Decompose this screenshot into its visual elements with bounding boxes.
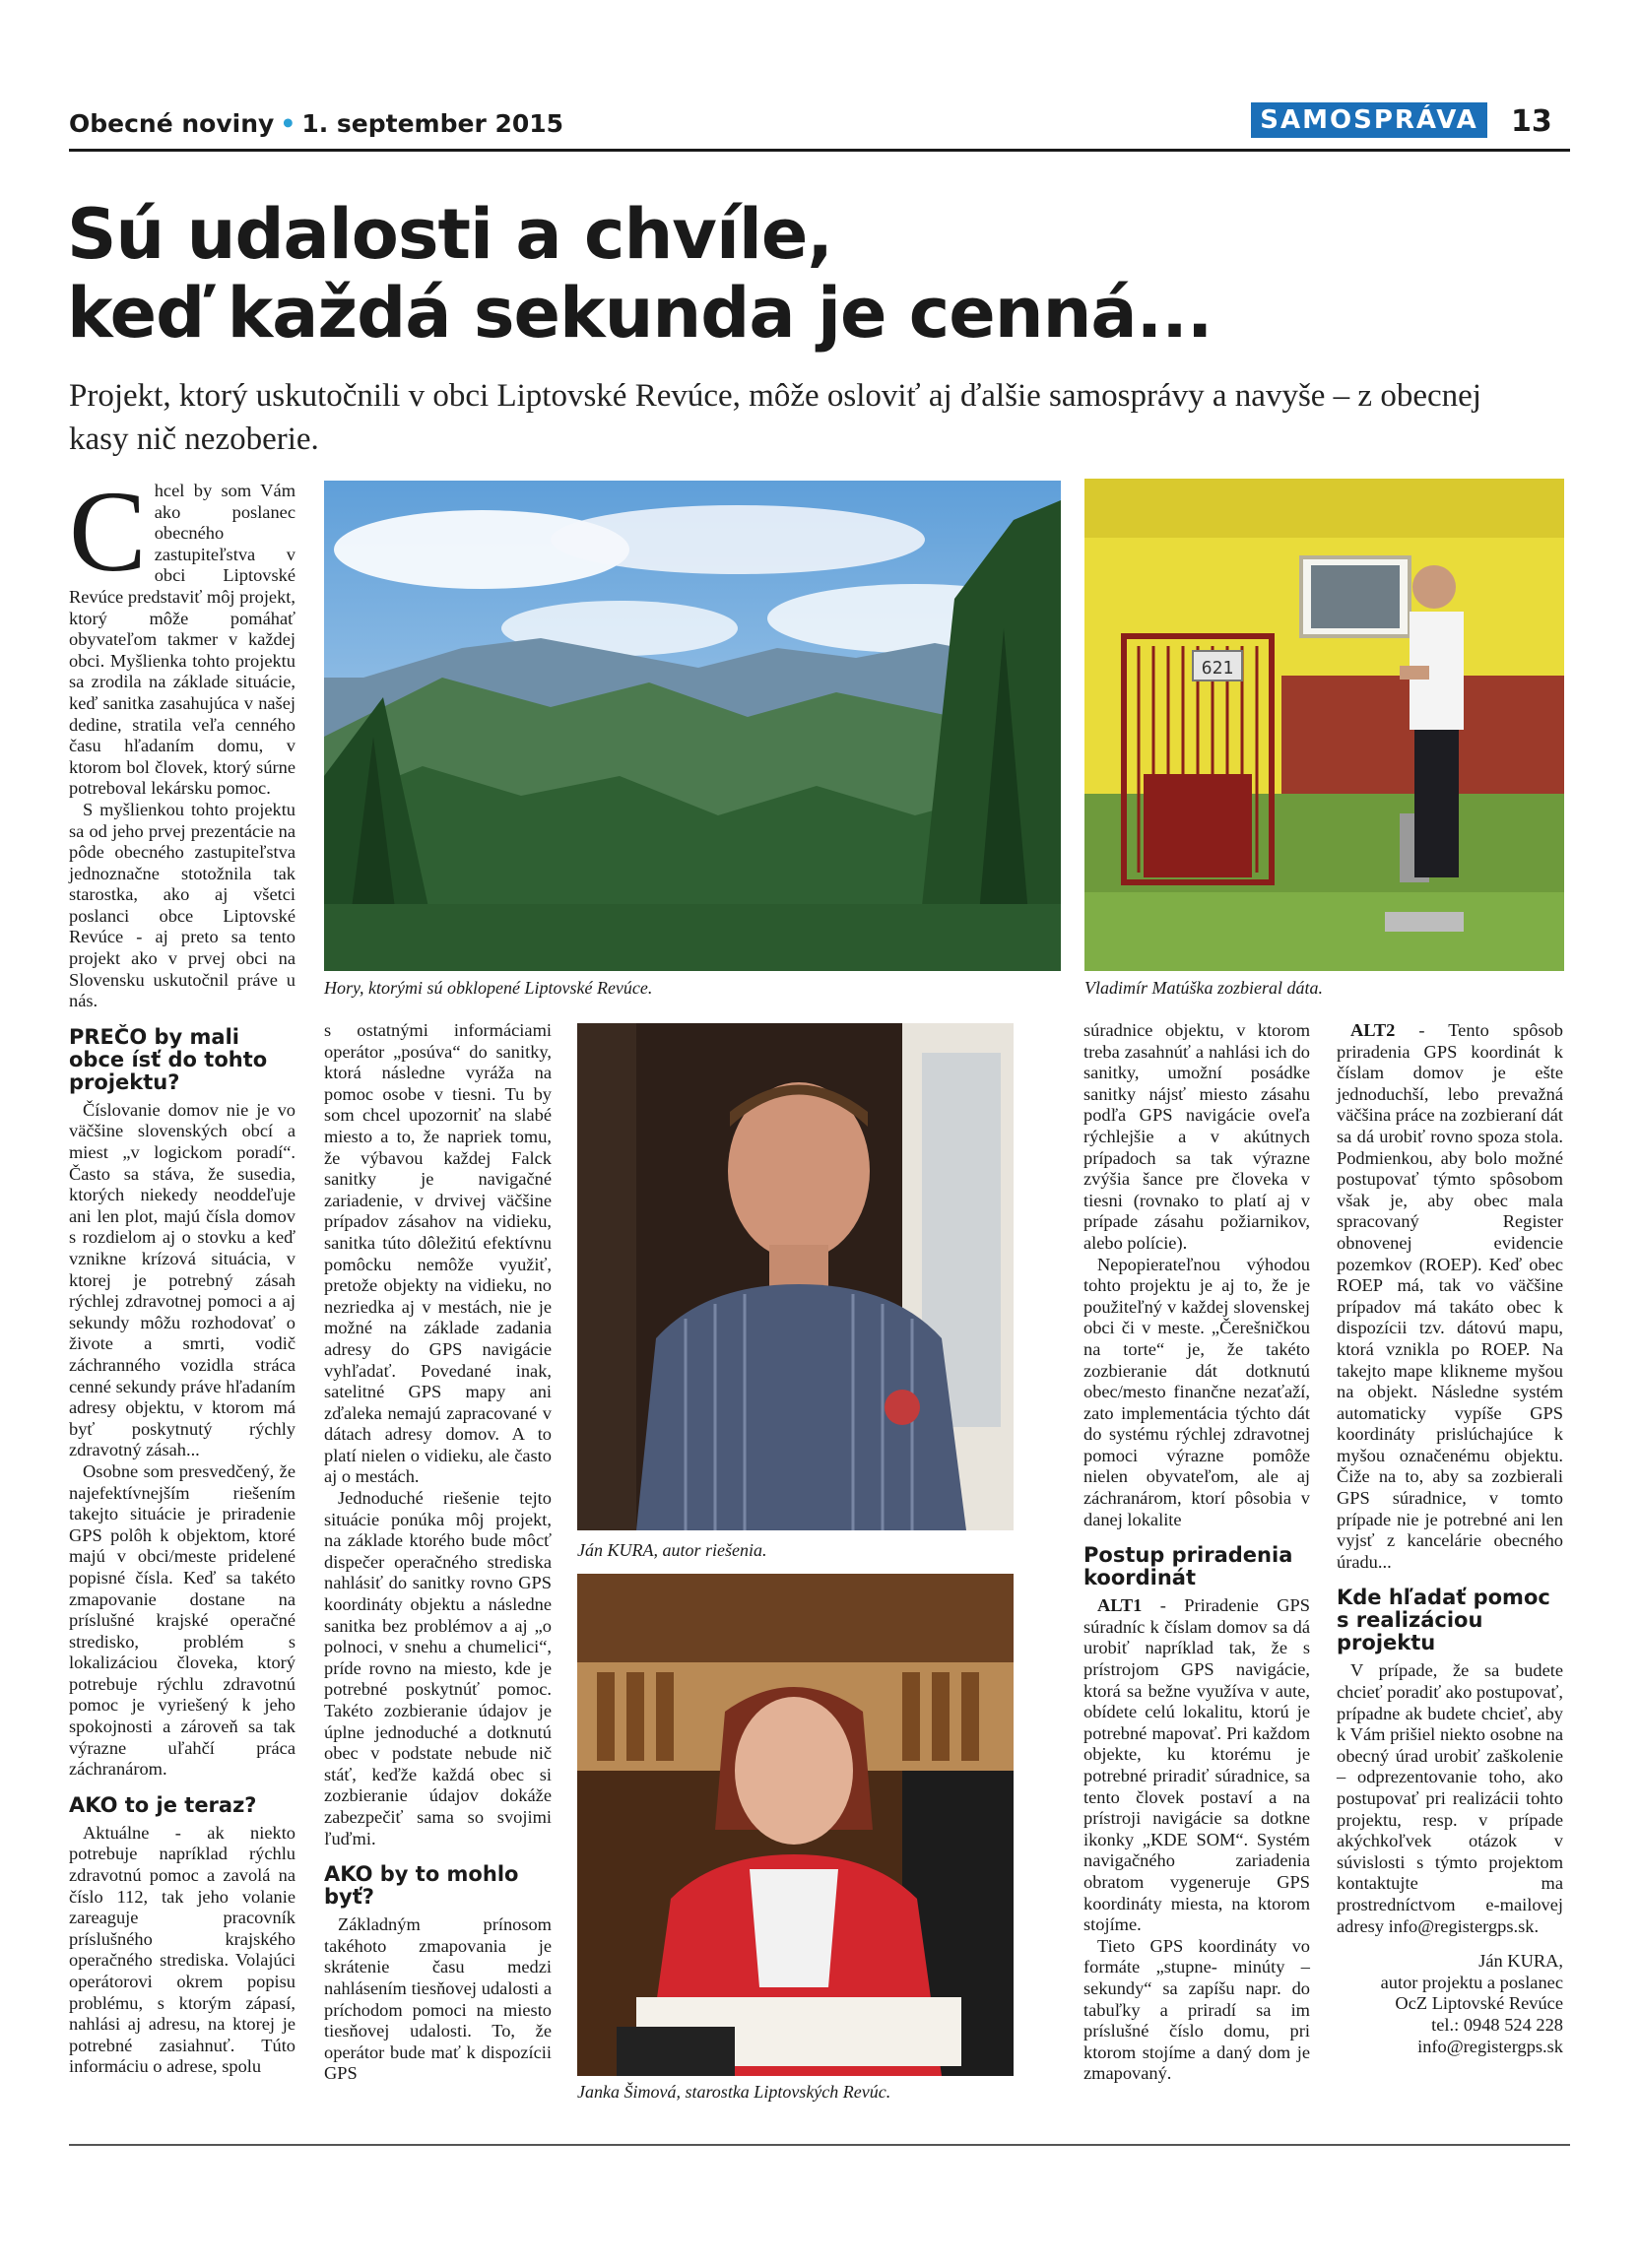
text-column-2 <box>324 1020 552 2085</box>
paragraph: Nepopierateľnou výhodou tohto projektu je aj to, že je použiteľný v každej slovenskej obci či v meste. „Čerešničkou na torte“ je, že takéto zozbieranie dát dotknutú obec/mesto finančne nezaťaží, zato implementácia týchto dát do systému rýchlej zdravotnej pomoci výrazne pomôže nielen obyvateľom, ale aj záchranárom, ktorí pôsobia v danej lokalite <box>1083 1254 1310 1529</box>
mountains-illustration <box>324 481 1061 971</box>
alt1-label: ALT1 <box>1097 1595 1143 1616</box>
intro-paragraph: Chcel by som Vám ako poslanec obecného zastupiteľstva v obci Liptovské Revúce predstaviť môj projekt, ktorý môže pomáhať obyvateľom takmer v každej obci. Myšlienka tohto projektu sa zrodila na základe situácie, keď sanitka zasahujúca v našej dedine, stratila veľa cenného času hľadaním domu, v ktorom bol človek, ktorý súrne potreboval lekársku pomoc. <box>69 467 295 799</box>
signature-org: OcZ Liptovské Revúce <box>1395 1993 1563 2014</box>
portrait-man-illustration <box>577 1023 1014 1530</box>
paragraph: V prípade, že sa budete chcieť poradiť ako postupovať, prípadne ak budete chcieť, aby k Vám prišiel niekto osobne na obecný úrad urobiť zaškolenie – odprezentovanie toho, ako postupovať pri realizácii tohto projektu, resp. v prípade akýchkoľvek otázok v súvislosti s týmto projektom kontaktujte ma prostredníctvom e-mailovej adresy info@registergps.sk. <box>1337 1660 1563 1936</box>
house-illustration <box>1084 479 1564 971</box>
mountains-photo <box>324 481 1061 971</box>
house-caption: Vladimír Matúška zozbieral dáta. <box>1084 978 1323 998</box>
header-divider <box>69 149 1570 152</box>
signature-phone: tel.: 0948 524 228 <box>1431 2014 1563 2035</box>
page-number: 13 <box>1511 104 1552 139</box>
janka-simova-caption: Janka Šimová, starostka Liptovských Revúc. <box>577 2082 891 2102</box>
headline-line-1: Sú udalosti a chvíle, <box>67 194 832 275</box>
jan-kura-photo <box>577 1023 1014 1530</box>
subheading-ako-teraz: AKO to je teraz? <box>69 1792 257 1817</box>
janka-simova-photo <box>577 1574 1014 2076</box>
publication-name: Obecné noviny <box>69 109 275 138</box>
bullet-icon: • <box>280 109 296 138</box>
alt1-paragraph: ALT1 - Priradenie GPS súradníc k číslam domov sa dá urobiť napríklad tak, že s prístrojom GPS navigácie, ktorá sa bežne využíva v aute, obídete celú lokalitu, ktorú je potrebné mapovať. Pri každom objekte, ku ktorému je potrebné priradiť súradnice, sa tento človek postaví a na prístroji navigácie sa dotkne ikonky „KDE SOM“. Systém navigačného zariadenia obratom vygeneruje GPS koordináty miesta, na ktorom stojíme. <box>1083 1595 1310 1935</box>
paragraph: s ostatnými informáciami operátor „posúva“ do sanitky, ktorá následne vyráža na pomoc osobe v tiesni. Tu by som chcel upozorniť na slabé miesto a to, že napriek tomu, že výbavou každej Falck sanitky je navigačné zariadenie, v drvivej väčšine prípadov zásahov na vidieku, sanitka túto dôležitú efektívnu pomôcku nemôže využiť, pretože objekty na vidieku, no nezriedka aj v mestách, nie je možné na základe zadania adresy do GPS navigácie vyhľadať. Povedané inak, satelitné GPS mapy ani zďaleka nemajú zapracované v dátach adresy domov. A to platí nielen o vidieku, ale často aj o mestách. <box>324 1020 552 1487</box>
house-number: 621 <box>1201 658 1234 679</box>
subheading-postup: Postup priradenia koordinát <box>1083 1543 1293 1590</box>
paragraph: Osobne som presvedčený, že najefektívnejším riešením takejto situácie je priradenie GPS polôh k objektom, ktoré majú v obci/meste pridelené popisné čísla. Keď sa takéto zmapovanie dostane na príslušné krajské operačné stredisko, problém s lokalizáciou človeka, ktorý potrebuje rýchlu zdravotnú pomoc je vyriešený k jeho spokojnosti a zároveň sa tak výrazne uľahčí práca záchranárom. <box>69 1460 295 1780</box>
paragraph: Číslovanie domov nie je vo väčšine slovenských obcí a miest „v logickom poradí“. Často sa stáva, že susedia, ktorých niekedy neoddeľuje ani len plot, majú čísla domov s rozdielom aj o stovku a keď vznikne krízová situácia, v ktorej je potrebný zásah rýchlej zdravotnej pomoci a aj sekundy môžu rozhodovať o živote a smrti, vodič záchranného vozidla stráca cenné sekundy práve hľadaním adresy objektu, v ktorom má byť poskytnutý rýchly zdravotný zásah... <box>69 1099 295 1460</box>
subheading-preco: PREČO by mali obce ísť do tohto projektu? <box>69 1024 268 1094</box>
paragraph: S myšlienkou tohto projektu sa od jeho prvej prezentácie na pôde obecného zastupiteľstva jednoznačne stotožnila tak starostka, ako aj všetci poslanci obce Liptovské Revúce - aj preto sa tento projekt ako v prvej obci na Slovensku uskutočnil práve u nás. <box>69 799 295 1011</box>
article-lead: Projekt, ktorý uskutočnili v obci Liptovské Revúce, môže osloviť aj ďalšie samosprávy a navyše – z obecnej kasy nič nezoberie. <box>69 378 1481 457</box>
signature-email: info@registergps.sk <box>1417 2036 1563 2056</box>
headline-line-2: keď každá sekunda je cenná... <box>67 273 1213 354</box>
footer-divider <box>69 2144 1570 2146</box>
signature-name: Ján KURA, <box>1478 1951 1563 1972</box>
issue-date: 1. september 2015 <box>301 109 564 138</box>
section-badge: SAMOSPRÁVA <box>1251 102 1487 138</box>
paragraph: súradnice objektu, v ktorom treba zasahnúť a nahlási ich do sanitky, umožní posádke sanitky nájsť miesto zásahu podľa GPS navigácie oveľa rýchlejšie a v akútnych prípadoch sa tak výrazne zvýšia šance pre človeka v tiesni (rovnako to platí aj v prípade zásahu požiarnikov, alebo polície). <box>1083 1020 1310 1253</box>
alt2-paragraph: ALT2 - Tento spôsob priradenia GPS koordinát k číslam domov je ešte jednoduchší, lebo prevažná väčšina práce na zozbieraní dát sa dá urobiť rovno spoza stola. Podmienkou, aby bolo možné postupovať týmto spôsobom však je, aby obec mala spracovaný Register obnovenej evidencie pozemkov (ROEP). Keď obec ROEP má, tak vo väčšine prípadov má takáto obec k dispozícii tzv. dátovú mapu, ktorá vznikla po ROEP. Na takejto mape klikneme myšou na objekt. Následne systém automaticky vypíše GPS koordináty prislúchajúce k myšou označenému objektu. Čiže na to, aby sa zozbierali GPS súradnice, v tomto prípade nie je potrebné ani len vyjsť z kancelárie obecného úradu... <box>1337 1020 1563 1572</box>
subheading-ako-mohlo: AKO by to mohlo byť? <box>324 1862 519 1910</box>
text-column-1 <box>69 467 295 2078</box>
paragraph: Tieto GPS koordináty vo formáte „stupne- minúty – sekundy“ sa zapíšu napr. do tabuľky a priradí sa im príslušné číslo domu, pri ktorom stojíme a daný dom je zmapovaný. <box>1083 1935 1310 2084</box>
alt2-label: ALT2 <box>1350 1020 1396 1040</box>
subheading-kde: Kde hľadať pomoc s realizáciou projektu <box>1337 1586 1550 1655</box>
spacer <box>1337 1937 1563 1951</box>
article-headline <box>67 195 1544 353</box>
text-column-4 <box>1337 1020 1563 2057</box>
text-column-3 <box>1083 1020 1310 2085</box>
masthead <box>69 109 563 138</box>
mountains-caption: Hory, ktorými sú obklopené Liptovské Revúce. <box>324 978 653 998</box>
paragraph: Základným prínosom takéhoto zmapovania je skrátenie času medzi nahlásením tiesňovej udalosti a príchodom pomoci na miesto tiesňovej udalosti. To, že operátor bude mať k dispozícii GPS <box>324 1914 552 2084</box>
house-photo <box>1084 479 1564 971</box>
jan-kura-caption: Ján KURA, autor riešenia. <box>577 1540 767 1560</box>
portrait-woman-illustration <box>577 1574 1014 2076</box>
paragraph: Aktuálne - ak niekto potrebuje napríklad rýchlu zdravotnú pomoc a zavolá na číslo 112, tak jeho volanie zareaguje pracovník príslušného krajského operačného strediska. Volajúci operátorovi okrem popisu problému, s ktorým zápasí, nahlási aj adresu, na ktorej je potrebné zasiahnuť. Túto informáciu o adrese, spolu <box>69 1822 295 2077</box>
signature-role: autor projektu a poslanec <box>1380 1972 1563 1992</box>
paragraph: Jednoduché riešenie tejto situácie ponúka môj projekt, na základe ktorého bude môcť dispečer operačného strediska nahlásiť do sanitky rovno GPS koordináty objektu a následne sanitka bez problémov a aj „o polnoci, v snehu a chumelici“, príde rovno na miesto, kde je potrebné poskytnúť pomoc. Takéto zozbieranie údajov je úplne jednoduché a dotknutú obec v podstate nebude nič stáť, keďže každá obec si zozbieranie údajov dokáže zabezpečiť sama so svojimi ľuďmi. <box>324 1488 552 1848</box>
drop-cap: C <box>69 467 147 596</box>
